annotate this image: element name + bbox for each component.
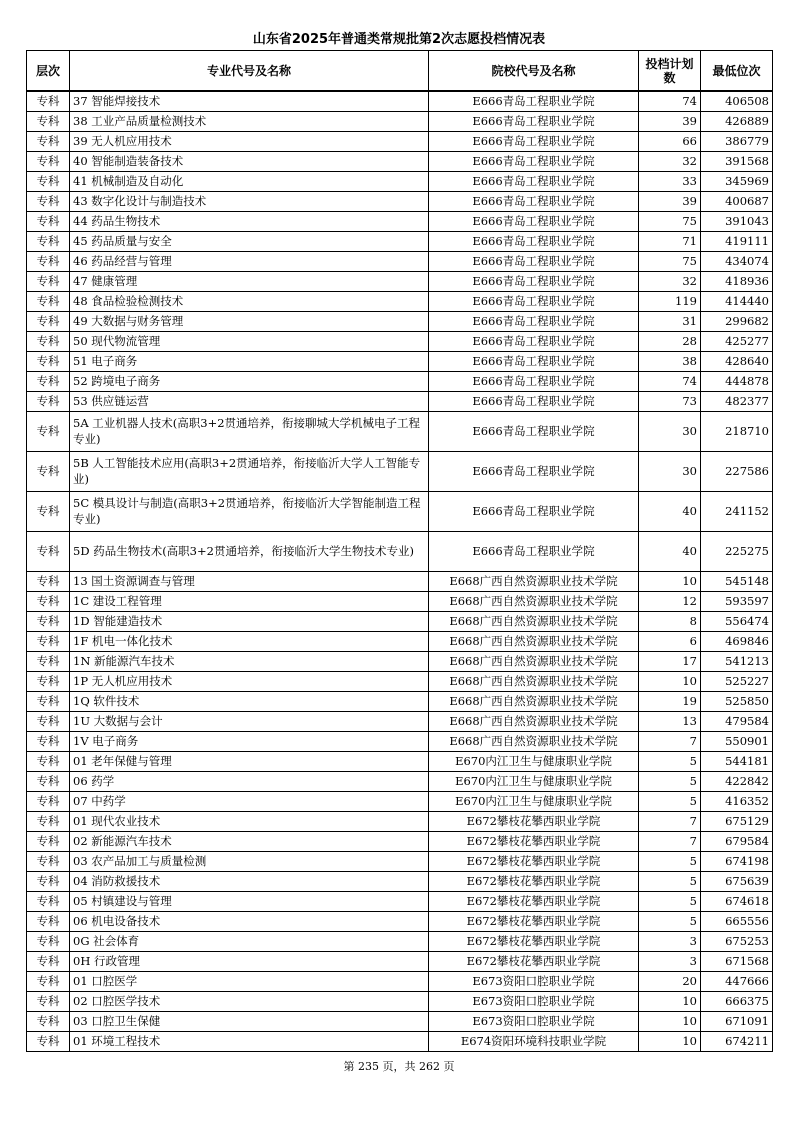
rank-cell: 556474 xyxy=(701,611,773,631)
plan-cell: 10 xyxy=(639,571,701,591)
plan-cell: 5 xyxy=(639,871,701,891)
table-row xyxy=(27,331,773,351)
table-row xyxy=(27,151,773,171)
level-cell: 专科 xyxy=(27,731,70,751)
level-cell: 专科 xyxy=(27,451,70,491)
plan-cell: 30 xyxy=(639,411,701,451)
table-header-row xyxy=(27,51,773,92)
plan-cell: 32 xyxy=(639,151,701,171)
major-cell: 5C 模具设计与制造(高职3+2贯通培养，衔接临沂大学智能制造工程专业) xyxy=(70,491,429,531)
rank-cell: 218710 xyxy=(701,411,773,451)
plan-cell: 71 xyxy=(639,231,701,251)
table-row xyxy=(27,891,773,911)
plan-cell: 74 xyxy=(639,91,701,111)
plan-cell: 6 xyxy=(639,631,701,651)
table-row xyxy=(27,211,773,231)
major-cell: 06 机电设备技术 xyxy=(70,911,429,931)
plan-cell: 7 xyxy=(639,811,701,831)
level-cell: 专科 xyxy=(27,831,70,851)
school-cell: E672攀枝花攀西职业学院 xyxy=(429,891,639,911)
major-cell: 53 供应链运营 xyxy=(70,391,429,411)
level-cell: 专科 xyxy=(27,491,70,531)
major-cell: 50 现代物流管理 xyxy=(70,331,429,351)
major-cell: 1U 大数据与会计 xyxy=(70,711,429,731)
plan-cell: 5 xyxy=(639,851,701,871)
plan-cell: 30 xyxy=(639,451,701,491)
table-row xyxy=(27,291,773,311)
rank-cell: 525850 xyxy=(701,691,773,711)
major-cell: 1N 新能源汽车技术 xyxy=(70,651,429,671)
table-row xyxy=(27,411,773,451)
major-cell: 37 智能焊接技术 xyxy=(70,91,429,111)
table-row xyxy=(27,311,773,331)
major-cell: 13 国土资源调查与管理 xyxy=(70,571,429,591)
major-cell: 1D 智能建造技术 xyxy=(70,611,429,631)
major-cell: 41 机械制造及自动化 xyxy=(70,171,429,191)
school-cell: E670内江卫生与健康职业学院 xyxy=(429,751,639,771)
plan-cell: 40 xyxy=(639,531,701,571)
major-cell: 0G 社会体育 xyxy=(70,931,429,951)
school-cell: E668广西自然资源职业技术学院 xyxy=(429,691,639,711)
table-row xyxy=(27,951,773,971)
table-row xyxy=(27,771,773,791)
plan-cell: 10 xyxy=(639,1011,701,1031)
school-cell: E666青岛工程职业学院 xyxy=(429,411,639,451)
rank-cell: 406508 xyxy=(701,91,773,111)
plan-cell: 39 xyxy=(639,111,701,131)
table-row xyxy=(27,131,773,151)
school-cell: E666青岛工程职业学院 xyxy=(429,251,639,271)
rank-cell: 391043 xyxy=(701,211,773,231)
school-cell: E670内江卫生与健康职业学院 xyxy=(429,771,639,791)
school-cell: E666青岛工程职业学院 xyxy=(429,331,639,351)
table-row xyxy=(27,611,773,631)
rank-cell: 391568 xyxy=(701,151,773,171)
level-cell: 专科 xyxy=(27,371,70,391)
plan-cell: 10 xyxy=(639,991,701,1011)
school-cell: E674资阳环境科技职业学院 xyxy=(429,1031,639,1051)
plan-cell: 3 xyxy=(639,931,701,951)
major-cell: 38 工业产品质量检测技术 xyxy=(70,111,429,131)
level-cell: 专科 xyxy=(27,691,70,711)
page-title: 山东省2025年普通类常规批第2次志愿投档情况表 xyxy=(252,32,546,47)
school-cell: E668广西自然资源职业技术学院 xyxy=(429,571,639,591)
school-cell: E668广西自然资源职业技术学院 xyxy=(429,591,639,611)
plan-cell: 7 xyxy=(639,731,701,751)
plan-cell: 40 xyxy=(639,491,701,531)
level-cell: 专科 xyxy=(27,311,70,331)
rank-cell: 674198 xyxy=(701,851,773,871)
school-cell: E666青岛工程职业学院 xyxy=(429,291,639,311)
table-row xyxy=(27,251,773,271)
level-cell: 专科 xyxy=(27,791,70,811)
table-row xyxy=(27,871,773,891)
major-cell: 02 新能源汽车技术 xyxy=(70,831,429,851)
level-cell: 专科 xyxy=(27,251,70,271)
plan-cell: 5 xyxy=(639,791,701,811)
plan-cell: 5 xyxy=(639,751,701,771)
major-cell: 1Q 软件技术 xyxy=(70,691,429,711)
rank-cell: 593597 xyxy=(701,591,773,611)
school-cell: E672攀枝花攀西职业学院 xyxy=(429,951,639,971)
table-row xyxy=(27,731,773,751)
table-row xyxy=(27,91,773,111)
plan-cell: 38 xyxy=(639,351,701,371)
rank-cell: 444878 xyxy=(701,371,773,391)
rank-cell: 675639 xyxy=(701,871,773,891)
rank-cell: 422842 xyxy=(701,771,773,791)
major-cell: 43 数字化设计与制造技术 xyxy=(70,191,429,211)
plan-cell: 3 xyxy=(639,951,701,971)
level-cell: 专科 xyxy=(27,951,70,971)
plan-cell: 5 xyxy=(639,911,701,931)
plan-cell: 119 xyxy=(639,291,701,311)
school-cell: E672攀枝花攀西职业学院 xyxy=(429,831,639,851)
major-cell: 01 口腔医学 xyxy=(70,971,429,991)
rank-cell: 666375 xyxy=(701,991,773,1011)
school-cell: E668广西自然资源职业技术学院 xyxy=(429,731,639,751)
plan-cell: 32 xyxy=(639,271,701,291)
table-row xyxy=(27,991,773,1011)
major-cell: 5A 工业机器人技术(高职3+2贯通培养，衔接聊城大学机械电子工程专业) xyxy=(70,411,429,451)
level-cell: 专科 xyxy=(27,671,70,691)
major-cell: 49 大数据与财务管理 xyxy=(70,311,429,331)
table-row xyxy=(27,971,773,991)
table-row xyxy=(27,231,773,251)
level-cell: 专科 xyxy=(27,591,70,611)
major-cell: 39 无人机应用技术 xyxy=(70,131,429,151)
table-row xyxy=(27,591,773,611)
level-cell: 专科 xyxy=(27,931,70,951)
school-cell: E666青岛工程职业学院 xyxy=(429,151,639,171)
school-cell: E668广西自然资源职业技术学院 xyxy=(429,611,639,631)
school-cell: E666青岛工程职业学院 xyxy=(429,231,639,251)
rank-cell: 400687 xyxy=(701,191,773,211)
major-cell: 03 口腔卫生保健 xyxy=(70,1011,429,1031)
level-cell: 专科 xyxy=(27,631,70,651)
rank-cell: 227586 xyxy=(701,451,773,491)
rank-cell: 541213 xyxy=(701,651,773,671)
major-cell: 47 健康管理 xyxy=(70,271,429,291)
rank-cell: 544181 xyxy=(701,751,773,771)
plan-cell: 66 xyxy=(639,131,701,151)
plan-cell: 13 xyxy=(639,711,701,731)
major-cell: 1C 建设工程管理 xyxy=(70,591,429,611)
major-cell: 44 药品生物技术 xyxy=(70,211,429,231)
table-row xyxy=(27,751,773,771)
school-cell: E672攀枝花攀西职业学院 xyxy=(429,871,639,891)
plan-cell: 12 xyxy=(639,591,701,611)
level-cell: 专科 xyxy=(27,851,70,871)
rank-cell: 482377 xyxy=(701,391,773,411)
plan-cell: 28 xyxy=(639,331,701,351)
school-cell: E666青岛工程职业学院 xyxy=(429,271,639,291)
plan-cell: 33 xyxy=(639,171,701,191)
plan-cell: 5 xyxy=(639,891,701,911)
school-cell: E672攀枝花攀西职业学院 xyxy=(429,931,639,951)
major-cell: 06 药学 xyxy=(70,771,429,791)
major-cell: 45 药品质量与安全 xyxy=(70,231,429,251)
table-row xyxy=(27,711,773,731)
major-cell: 01 老年保健与管理 xyxy=(70,751,429,771)
plan-cell: 10 xyxy=(639,671,701,691)
rank-cell: 386779 xyxy=(701,131,773,151)
level-cell: 专科 xyxy=(27,231,70,251)
school-cell: E668广西自然资源职业技术学院 xyxy=(429,651,639,671)
level-cell: 专科 xyxy=(27,911,70,931)
header-major: 专业代号及名称 xyxy=(70,51,429,92)
plan-cell: 75 xyxy=(639,251,701,271)
rank-cell: 674618 xyxy=(701,891,773,911)
level-cell: 专科 xyxy=(27,91,70,111)
plan-cell: 19 xyxy=(639,691,701,711)
school-cell: E666青岛工程职业学院 xyxy=(429,451,639,491)
plan-cell: 10 xyxy=(639,1031,701,1051)
table-row xyxy=(27,351,773,371)
school-cell: E666青岛工程职业学院 xyxy=(429,211,639,231)
table-row xyxy=(27,271,773,291)
table-row xyxy=(27,931,773,951)
page-footer: 第 235 页，共 262 页 xyxy=(343,1060,455,1073)
school-cell: E668广西自然资源职业技术学院 xyxy=(429,631,639,651)
table-row xyxy=(27,451,773,491)
level-cell: 专科 xyxy=(27,1011,70,1031)
level-cell: 专科 xyxy=(27,271,70,291)
level-cell: 专科 xyxy=(27,211,70,231)
table-row xyxy=(27,851,773,871)
rank-cell: 414440 xyxy=(701,291,773,311)
school-cell: E666青岛工程职业学院 xyxy=(429,111,639,131)
major-cell: 46 药品经营与管理 xyxy=(70,251,429,271)
plan-cell: 20 xyxy=(639,971,701,991)
school-cell: E673资阳口腔职业学院 xyxy=(429,991,639,1011)
major-cell: 07 中药学 xyxy=(70,791,429,811)
school-cell: E666青岛工程职业学院 xyxy=(429,91,639,111)
rank-cell: 241152 xyxy=(701,491,773,531)
table-row xyxy=(27,811,773,831)
level-cell: 专科 xyxy=(27,291,70,311)
level-cell: 专科 xyxy=(27,171,70,191)
level-cell: 专科 xyxy=(27,111,70,131)
plan-cell: 75 xyxy=(639,211,701,231)
table-row xyxy=(27,1011,773,1031)
plan-cell: 8 xyxy=(639,611,701,631)
school-cell: E666青岛工程职业学院 xyxy=(429,131,639,151)
school-cell: E666青岛工程职业学院 xyxy=(429,371,639,391)
rank-cell: 479584 xyxy=(701,711,773,731)
rank-cell: 550901 xyxy=(701,731,773,751)
rank-cell: 416352 xyxy=(701,791,773,811)
major-cell: 01 现代农业技术 xyxy=(70,811,429,831)
level-cell: 专科 xyxy=(27,571,70,591)
rank-cell: 675253 xyxy=(701,931,773,951)
level-cell: 专科 xyxy=(27,151,70,171)
table-row xyxy=(27,1031,773,1051)
level-cell: 专科 xyxy=(27,191,70,211)
school-cell: E672攀枝花攀西职业学院 xyxy=(429,911,639,931)
level-cell: 专科 xyxy=(27,891,70,911)
rank-cell: 525227 xyxy=(701,671,773,691)
rank-cell: 426889 xyxy=(701,111,773,131)
header-rank: 最低位次 xyxy=(701,51,773,92)
rank-cell: 428640 xyxy=(701,351,773,371)
major-cell: 04 消防救援技术 xyxy=(70,871,429,891)
major-cell: 01 环境工程技术 xyxy=(70,1031,429,1051)
level-cell: 专科 xyxy=(27,411,70,451)
school-cell: E673资阳口腔职业学院 xyxy=(429,1011,639,1031)
level-cell: 专科 xyxy=(27,711,70,731)
header-level: 层次 xyxy=(27,51,70,92)
header-school: 院校代号及名称 xyxy=(429,51,639,92)
level-cell: 专科 xyxy=(27,771,70,791)
school-cell: E668广西自然资源职业技术学院 xyxy=(429,711,639,731)
school-cell: E666青岛工程职业学院 xyxy=(429,491,639,531)
major-cell: 48 食品检验检测技术 xyxy=(70,291,429,311)
school-cell: E666青岛工程职业学院 xyxy=(429,391,639,411)
header-plan: 投档计划数 xyxy=(639,51,701,92)
school-cell: E666青岛工程职业学院 xyxy=(429,351,639,371)
major-cell: 5B 人工智能技术应用(高职3+2贯通培养，衔接临沂大学人工智能专业) xyxy=(70,451,429,491)
level-cell: 专科 xyxy=(27,991,70,1011)
table-row xyxy=(27,791,773,811)
major-cell: 1P 无人机应用技术 xyxy=(70,671,429,691)
school-cell: E668广西自然资源职业技术学院 xyxy=(429,671,639,691)
school-cell: E672攀枝花攀西职业学院 xyxy=(429,851,639,871)
rank-cell: 675129 xyxy=(701,811,773,831)
rank-cell: 545148 xyxy=(701,571,773,591)
school-cell: E670内江卫生与健康职业学院 xyxy=(429,791,639,811)
level-cell: 专科 xyxy=(27,131,70,151)
rank-cell: 225275 xyxy=(701,531,773,571)
rank-cell: 434074 xyxy=(701,251,773,271)
level-cell: 专科 xyxy=(27,871,70,891)
major-cell: 51 电子商务 xyxy=(70,351,429,371)
rank-cell: 671568 xyxy=(701,951,773,971)
plan-cell: 17 xyxy=(639,651,701,671)
level-cell: 专科 xyxy=(27,751,70,771)
plan-cell: 73 xyxy=(639,391,701,411)
table-row xyxy=(27,571,773,591)
level-cell: 专科 xyxy=(27,531,70,571)
level-cell: 专科 xyxy=(27,351,70,371)
plan-cell: 7 xyxy=(639,831,701,851)
level-cell: 专科 xyxy=(27,331,70,351)
level-cell: 专科 xyxy=(27,651,70,671)
table-row xyxy=(27,111,773,131)
major-cell: 0H 行政管理 xyxy=(70,951,429,971)
school-cell: E672攀枝花攀西职业学院 xyxy=(429,811,639,831)
major-cell: 1V 电子商务 xyxy=(70,731,429,751)
school-cell: E666青岛工程职业学院 xyxy=(429,191,639,211)
table-row xyxy=(27,391,773,411)
school-cell: E666青岛工程职业学院 xyxy=(429,311,639,331)
rank-cell: 665556 xyxy=(701,911,773,931)
level-cell: 专科 xyxy=(27,811,70,831)
major-cell: 5D 药品生物技术(高职3+2贯通培养，衔接临沂大学生物技术专业) xyxy=(70,531,429,571)
level-cell: 专科 xyxy=(27,391,70,411)
rank-cell: 419111 xyxy=(701,231,773,251)
admission-table xyxy=(26,50,773,1052)
table-row xyxy=(27,691,773,711)
table-body xyxy=(27,91,773,1051)
table-row xyxy=(27,671,773,691)
major-cell: 1F 机电一体化技术 xyxy=(70,631,429,651)
table-row xyxy=(27,631,773,651)
major-cell: 03 农产品加工与质量检测 xyxy=(70,851,429,871)
plan-cell: 31 xyxy=(639,311,701,331)
table-row xyxy=(27,651,773,671)
school-cell: E666青岛工程职业学院 xyxy=(429,171,639,191)
table-row xyxy=(27,171,773,191)
rank-cell: 418936 xyxy=(701,271,773,291)
school-cell: E673资阳口腔职业学院 xyxy=(429,971,639,991)
level-cell: 专科 xyxy=(27,1031,70,1051)
level-cell: 专科 xyxy=(27,611,70,631)
table-row xyxy=(27,531,773,571)
level-cell: 专科 xyxy=(27,971,70,991)
table-row xyxy=(27,191,773,211)
plan-cell: 5 xyxy=(639,771,701,791)
rank-cell: 345969 xyxy=(701,171,773,191)
rank-cell: 679584 xyxy=(701,831,773,851)
plan-cell: 39 xyxy=(639,191,701,211)
major-cell: 40 智能制造装备技术 xyxy=(70,151,429,171)
major-cell: 02 口腔医学技术 xyxy=(70,991,429,1011)
major-cell: 05 村镇建设与管理 xyxy=(70,891,429,911)
rank-cell: 469846 xyxy=(701,631,773,651)
school-cell: E666青岛工程职业学院 xyxy=(429,531,639,571)
major-cell: 52 跨境电子商务 xyxy=(70,371,429,391)
table-row xyxy=(27,491,773,531)
rank-cell: 447666 xyxy=(701,971,773,991)
table-row xyxy=(27,911,773,931)
plan-cell: 74 xyxy=(639,371,701,391)
rank-cell: 299682 xyxy=(701,311,773,331)
rank-cell: 674211 xyxy=(701,1031,773,1051)
table-row xyxy=(27,831,773,851)
rank-cell: 671091 xyxy=(701,1011,773,1031)
rank-cell: 425277 xyxy=(701,331,773,351)
table-row xyxy=(27,371,773,391)
